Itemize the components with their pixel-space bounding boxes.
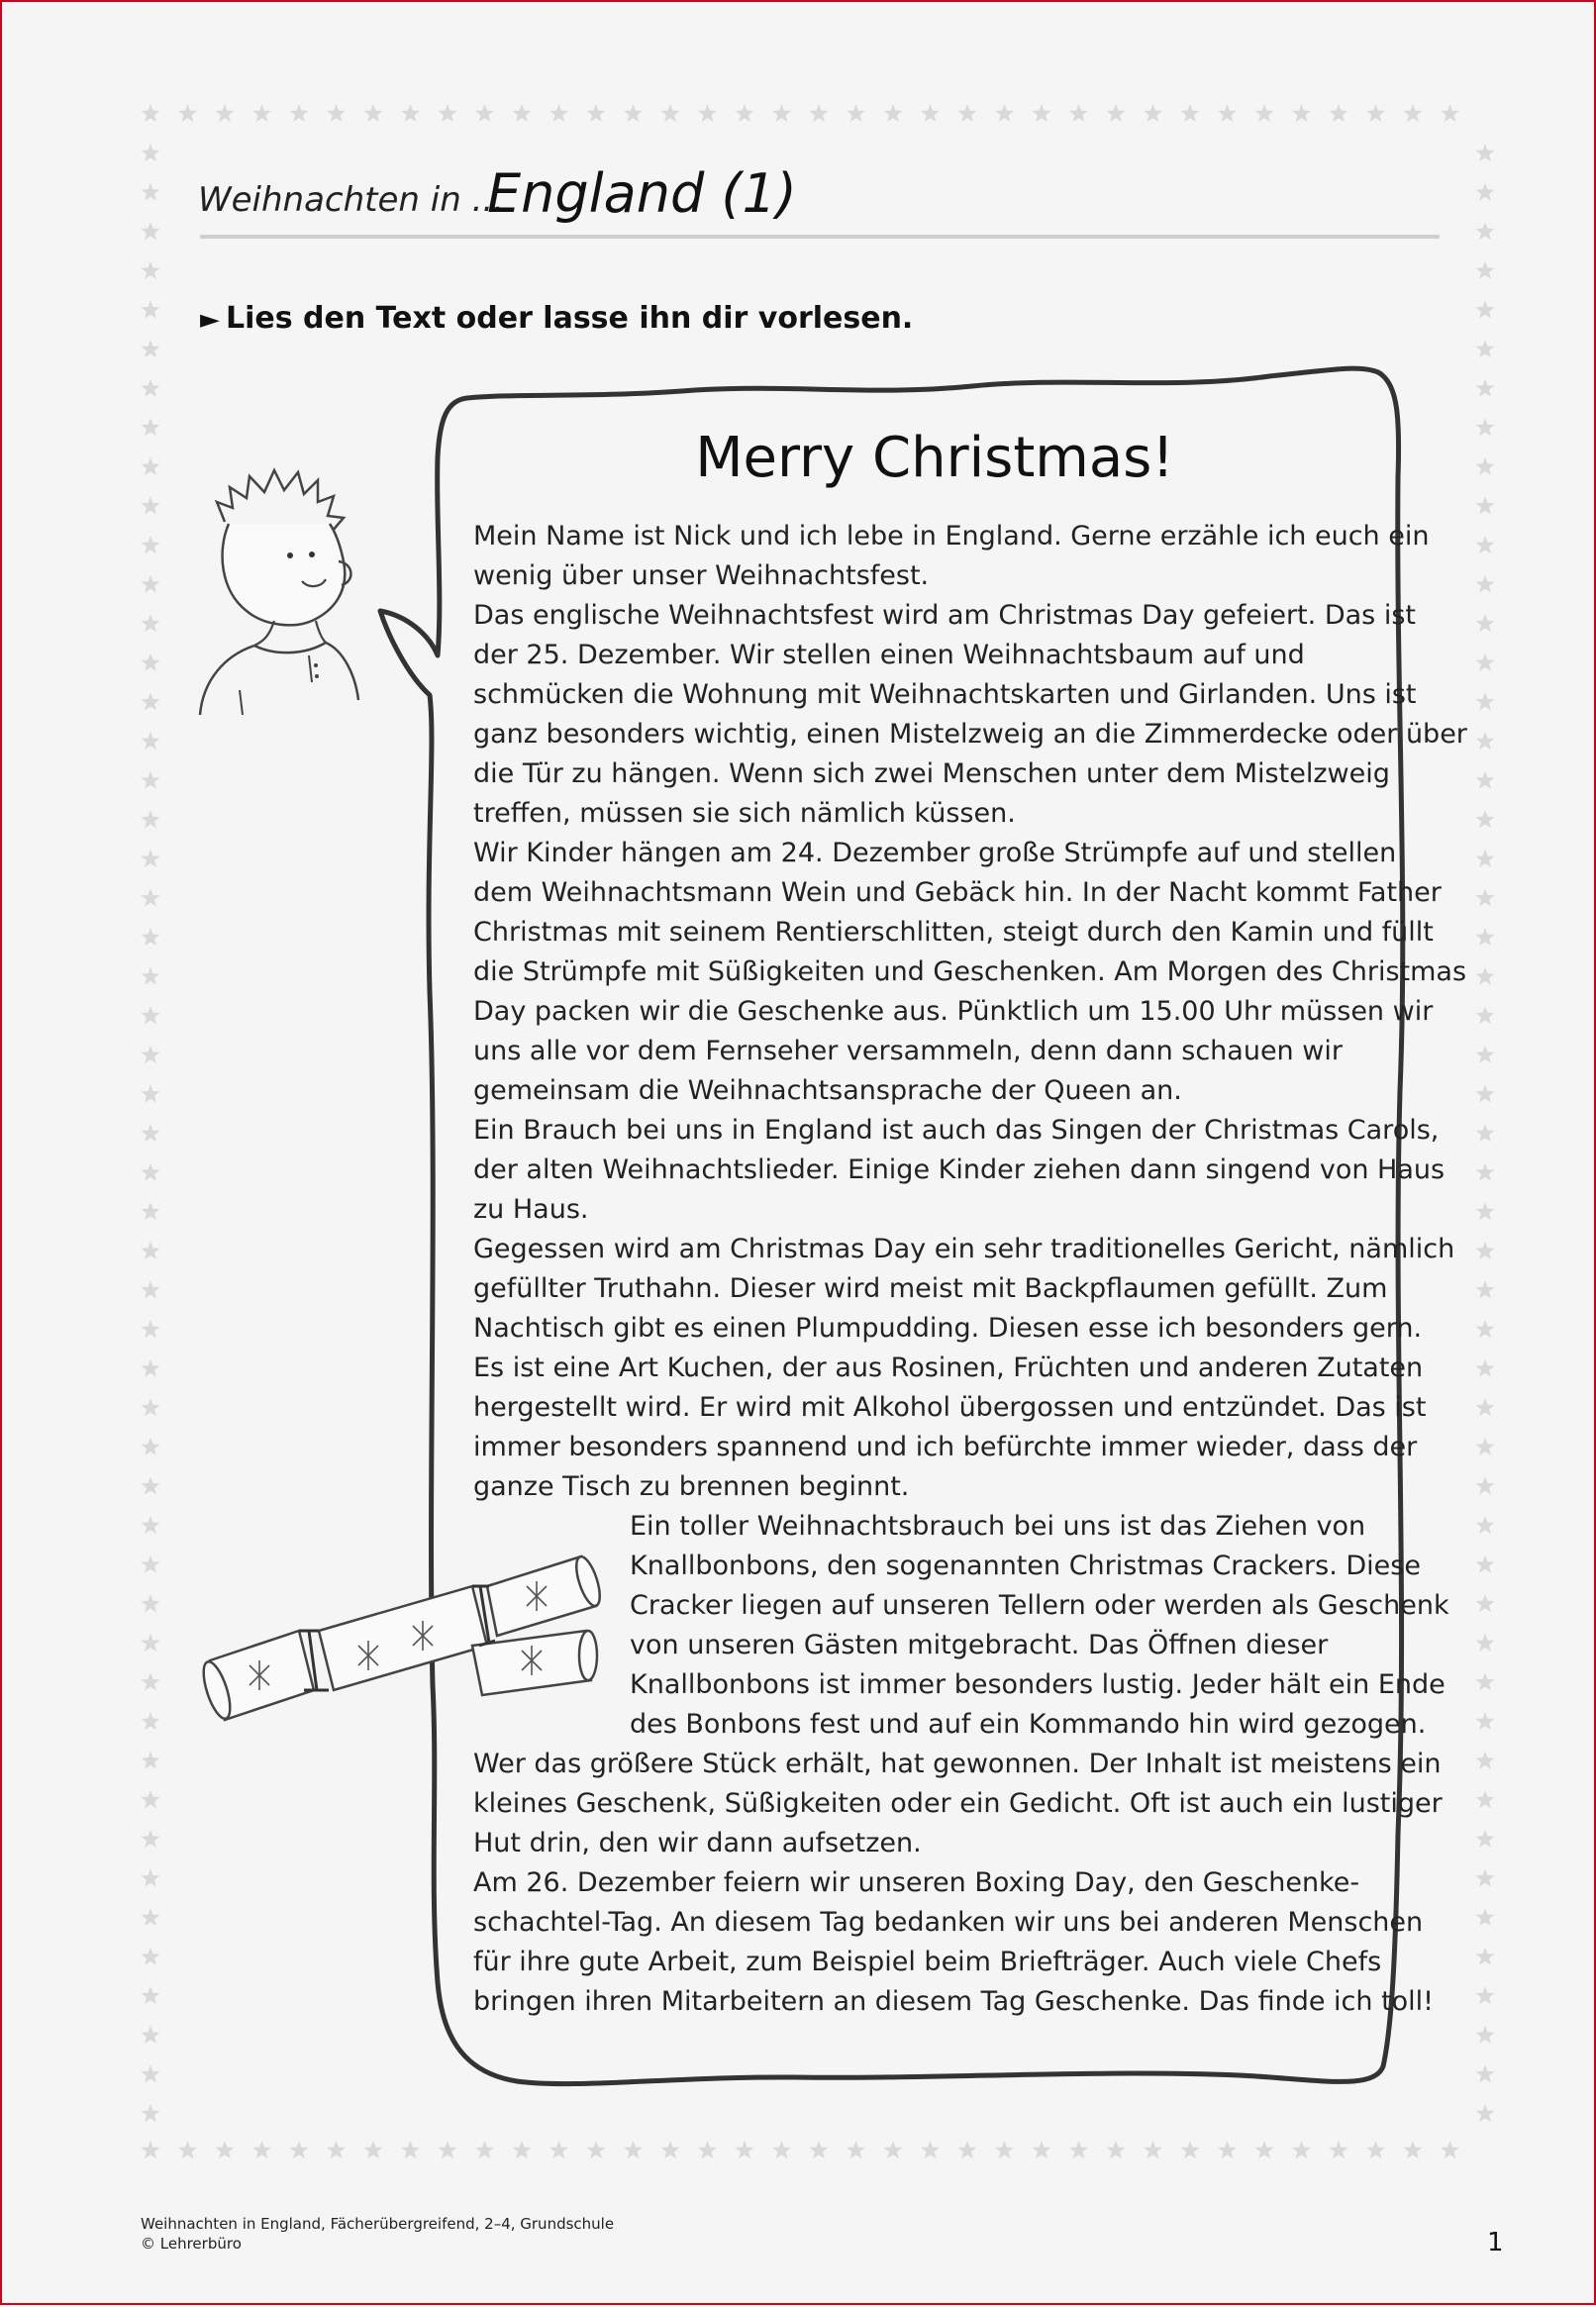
story-title: Merry Christmas!: [695, 426, 1174, 490]
footer-source: Weihnachten in England, Fächerübergreifend, 2–4, Grundschule: [141, 2215, 615, 2233]
story-line: immer besonders spannend und ich befürchte immer wieder, dass der: [473, 1432, 1418, 1462]
story-line: Es ist eine Art Kuchen, der aus Rosinen, Früchten und anderen Zutaten: [473, 1353, 1424, 1383]
story-line: Das englische Weihnachtsfest wird am Christmas Day gefeiert. Das ist: [473, 600, 1416, 631]
story-line: Cracker liegen auf unseren Tellern oder werden als Geschenk: [630, 1590, 1449, 1621]
story-line: treffen, müssen sie sich nämlich küssen.: [473, 798, 1016, 829]
arrow-icon: ►: [200, 305, 220, 335]
story-line: Wir Kinder hängen am 24. Dezember große Strümpfe auf und stellen: [473, 838, 1397, 868]
story-line: für ihre gute Arbeit, zum Beispiel beim Briefträger. Auch viele Chefs: [473, 1947, 1382, 1977]
story-line: zu Haus.: [473, 1194, 589, 1225]
story-line: Gegessen wird am Christmas Day ein sehr traditionelles Gericht, nämlich: [473, 1234, 1455, 1264]
story-line: Ein Brauch bei uns in England ist auch das Singen der Christmas Carols,: [473, 1115, 1440, 1146]
footer-copyright: © Lehrerbüro: [141, 2235, 242, 2253]
story-line: Knallbonbons ist immer besonders lustig. Jeder hält ein Ende: [630, 1669, 1446, 1700]
boy-illustration: [195, 452, 393, 720]
story-line: die Tür zu hängen. Wenn sich zwei Menschen unter dem Mistelzweig: [473, 758, 1390, 789]
story-line: ganze Tisch zu brennen beginnt.: [473, 1471, 910, 1502]
story-line: Day packen wir die Geschenke aus. Pünktlich um 15.00 Uhr müssen wir: [473, 996, 1434, 1027]
footer-credits: [141, 2214, 614, 2254]
story-line: von unseren Gästen mitgebracht. Das Öffnen dieser: [630, 1630, 1329, 1660]
story-line: dem Weihnachtsmann Wein und Gebäck hin. In der Nacht kommt Father: [473, 877, 1442, 908]
story-line: Wer das größere Stück erhält, hat gewonnen. Der Inhalt ist meistens ein: [473, 1749, 1442, 1779]
story-line: Nachtisch gibt es einen Plumpudding. Diesen esse ich besonders gern.: [473, 1313, 1423, 1344]
title-prefix: Weihnachten in ...: [198, 180, 504, 220]
story-line: die Strümpfe mit Süßigkeiten und Geschenken. Am Morgen des Christmas: [473, 956, 1467, 987]
instruction-text: Lies den Text oder lasse ihn dir vorlesen.: [226, 301, 914, 336]
story-line: uns alle vor dem Fernseher versammeln, denn dann schauen wir: [473, 1036, 1343, 1066]
story-line: Ein toller Weihnachtsbrauch bei uns ist das Ziehen von: [630, 1511, 1366, 1542]
story-line: kleines Geschenk, Süßigkeiten oder ein Gedicht. Oft ist auch ein lustiger: [473, 1788, 1443, 1819]
story-line: schmücken die Wohnung mit Weihnachtskarten und Girlanden. Uns ist: [473, 679, 1417, 710]
story-line: Mein Name ist Nick und ich lebe in England. Gerne erzähle ich euch ein: [473, 521, 1430, 552]
story-line: der 25. Dezember. Wir stellen einen Weihnachtsbaum auf und: [473, 640, 1305, 670]
christmas-cracker-illustration: [200, 1532, 606, 1730]
story-line: wenig über unser Weihnachtsfest.: [473, 560, 930, 591]
story-line: gemeinsam die Weihnachtsansprache der Queen an.: [473, 1075, 1182, 1106]
story-line: ganz besonders wichtig, einen Mistelzweig an die Zimmerdecke oder über: [473, 719, 1467, 750]
story-line: hergestellt wird. Er wird mit Alkohol übergossen und entzündet. Das ist: [473, 1392, 1427, 1423]
story-line: der alten Weihnachtslieder. Einige Kinder ziehen dann singend von Haus: [473, 1154, 1446, 1185]
page-number: 1: [1487, 2228, 1504, 2257]
story-line: Knallbonbons, den sogenannten Christmas Crackers. Diese: [630, 1551, 1421, 1581]
story-line: Christmas mit seinem Rentierschlitten, steigt durch den Kamin und füllt: [473, 917, 1434, 948]
title-main: England (1): [487, 162, 797, 225]
story-line: Hut drin, den wir dann aufsetzen.: [473, 1828, 922, 1858]
story-line: bringen ihren Mitarbeitern an diesem Tag Geschenke. Das finde ich toll!: [473, 1986, 1435, 2017]
story-line: des Bonbons fest und auf ein Kommando hin wird gezogen.: [630, 1709, 1427, 1740]
story-line: gefüllter Truthahn. Dieser wird meist mit Backpflaumen gefüllt. Zum: [473, 1273, 1388, 1304]
story-line: schachtel-Tag. An diesem Tag bedanken wir uns bei anderen Menschen: [473, 1907, 1424, 1938]
story-line: Am 26. Dezember feiern wir unseren Boxing Day, den Geschenke-: [473, 1867, 1360, 1898]
